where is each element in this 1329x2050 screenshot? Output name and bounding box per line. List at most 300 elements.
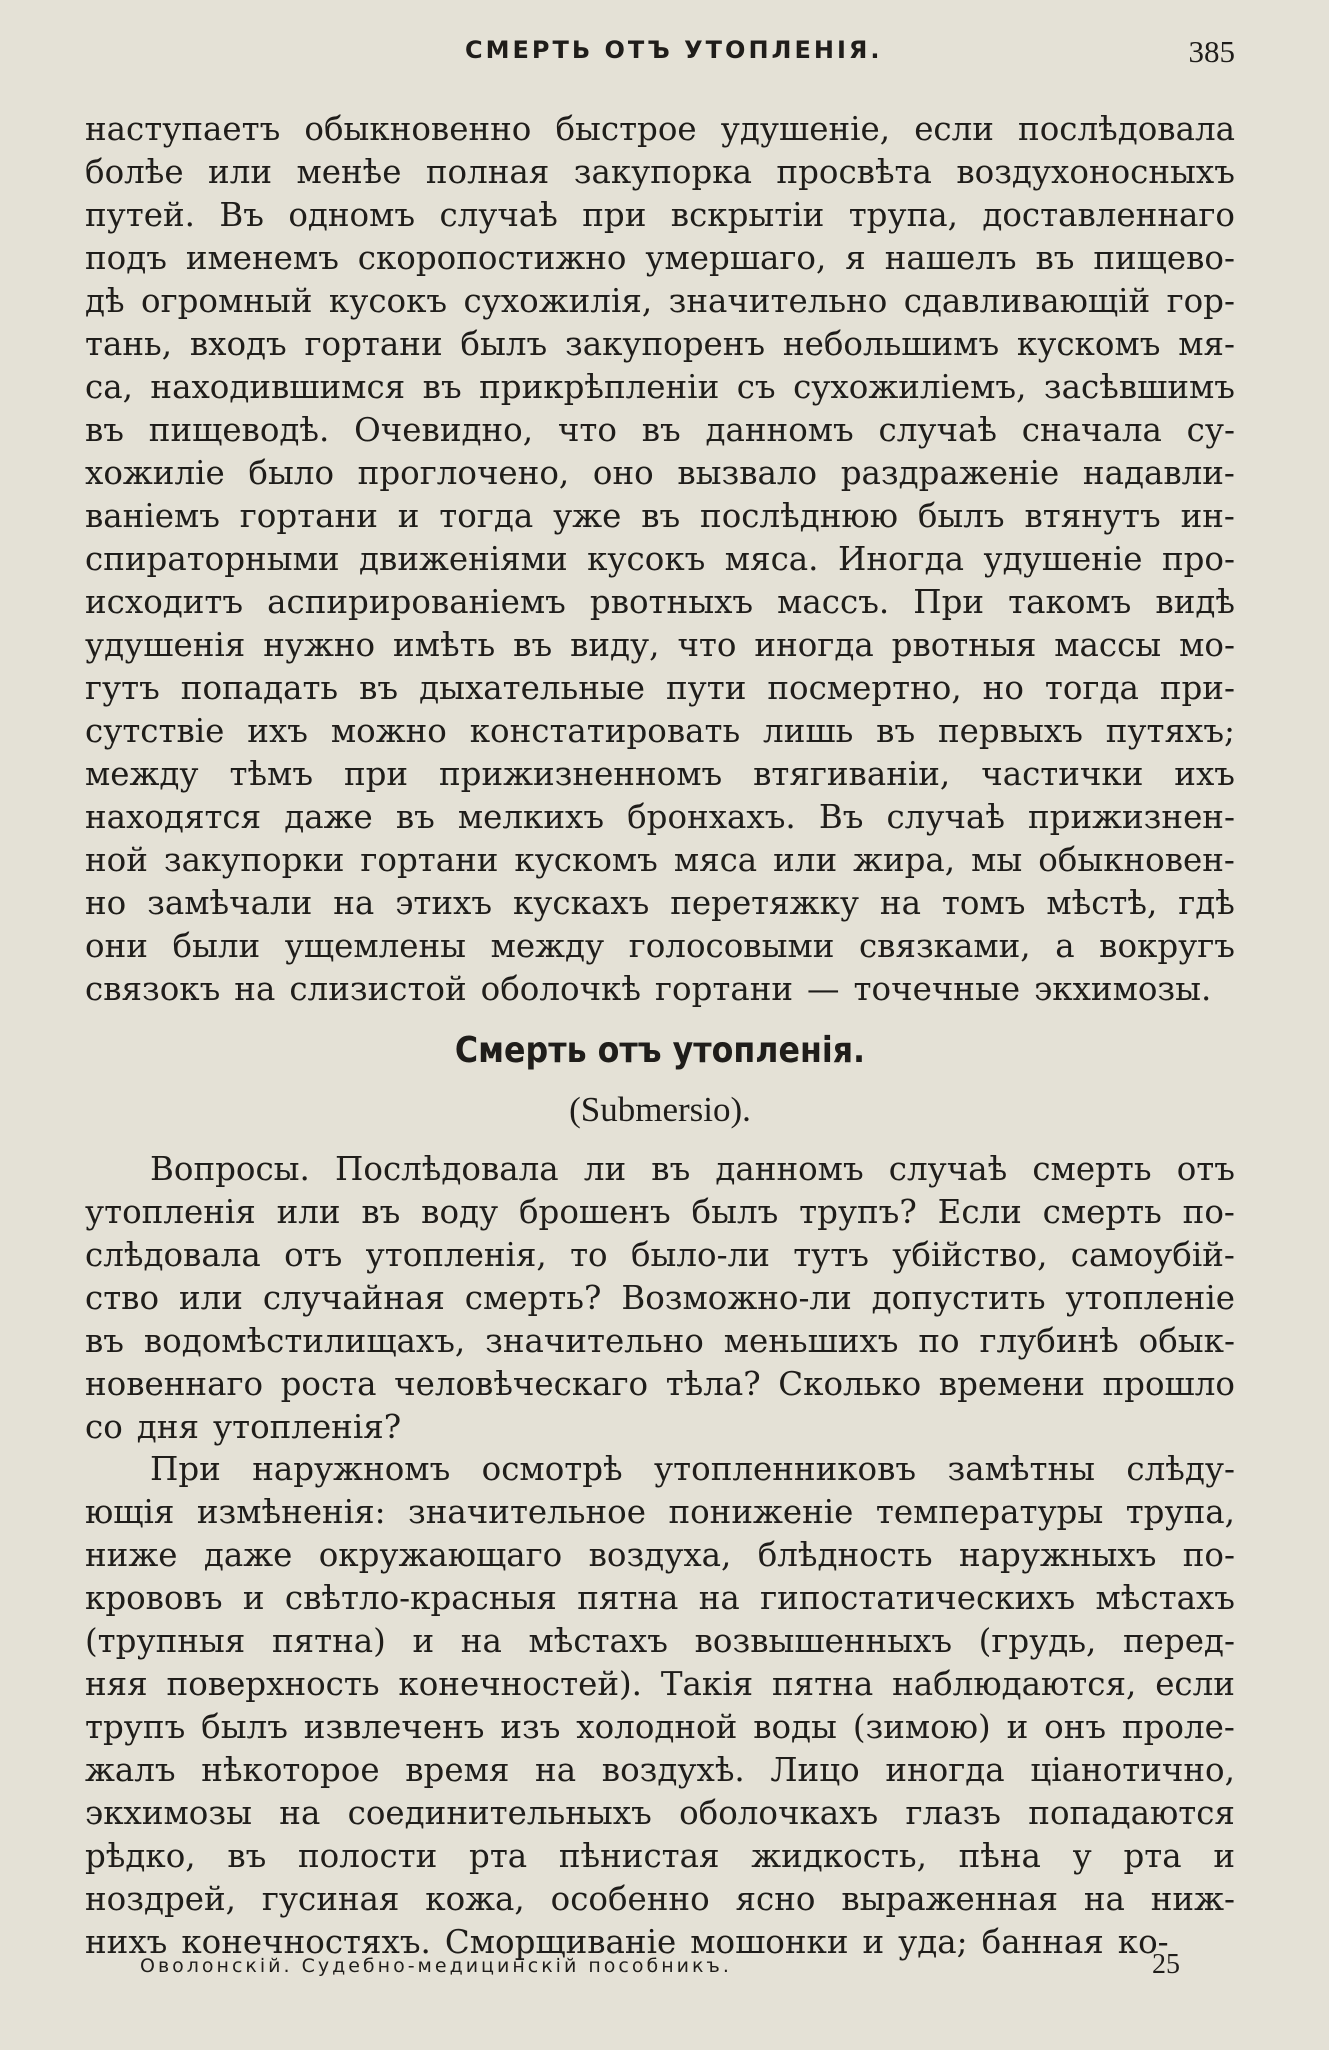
word: свѣтло-красныя — [284, 1579, 557, 1617]
text-line — [85, 1277, 1235, 1320]
word: утопленія? — [212, 1408, 402, 1446]
word: обыкновенно — [304, 110, 532, 148]
word: Сморщиваніе — [444, 1923, 677, 1961]
word: наступаетъ — [85, 110, 281, 148]
word: конечностяхъ. — [181, 1923, 431, 1961]
word: ин- — [1180, 497, 1235, 535]
word: на — [535, 1751, 577, 1789]
text-line — [85, 968, 1235, 1011]
word: хожиліе — [85, 454, 225, 492]
word: между — [490, 927, 605, 965]
word: гортани — [654, 970, 794, 1008]
text-line — [85, 839, 1235, 882]
word: въ — [651, 1150, 691, 1188]
word: что — [557, 411, 617, 449]
word: на — [234, 970, 276, 1008]
word: онъ — [1044, 1708, 1107, 1746]
word: виду, — [570, 626, 660, 664]
word: въ — [361, 1193, 401, 1231]
word: обык- — [1138, 1322, 1235, 1360]
word: слѣду- — [1126, 1450, 1235, 1488]
word: возвышенныхъ — [694, 1622, 953, 1660]
word: экхимозы — [85, 1794, 252, 1832]
word: пятна) — [271, 1622, 386, 1660]
text-line — [85, 538, 1235, 581]
word: жидкость, — [751, 1837, 927, 1875]
text-line — [85, 624, 1235, 667]
text-line — [85, 151, 1235, 194]
word: закупорка — [573, 153, 752, 191]
word: если — [914, 110, 994, 148]
word: утопленіе — [1065, 1279, 1235, 1317]
word: тѣмъ — [229, 755, 314, 793]
word: прикрѣпленіи — [479, 368, 720, 406]
text-line — [85, 1878, 1235, 1921]
word: утопленія — [85, 1193, 256, 1231]
word: удушеніе, — [720, 110, 891, 148]
word: тутъ — [793, 1236, 869, 1274]
word: уда; — [898, 1923, 968, 1961]
word: сухожиліемъ, — [793, 368, 1027, 406]
word: отъ — [1176, 1150, 1235, 1188]
running-title: СМЕРТЬ ОТЪ УТОПЛЕНІЯ. — [465, 36, 883, 64]
word: огромный — [141, 282, 313, 320]
word: поверхность — [166, 1665, 380, 1703]
word: пятна — [772, 1665, 874, 1703]
word: тѣла? — [665, 1365, 761, 1403]
word: и — [1213, 1837, 1235, 1875]
word: утопленія, — [365, 1236, 547, 1274]
signature-number: 25 — [1152, 1949, 1180, 1980]
word: Лицо — [770, 1751, 860, 1789]
page-footer — [140, 1949, 1180, 1995]
word: данномъ — [715, 1150, 864, 1188]
word: трупъ — [85, 1708, 186, 1746]
word: значительно — [668, 282, 888, 320]
word: слѣдовала — [85, 1236, 261, 1274]
word: по- — [1182, 1536, 1235, 1574]
word: кускомъ — [514, 841, 658, 879]
word: находятся — [85, 798, 262, 836]
word: случаѣ — [439, 196, 558, 234]
word: движеніями — [359, 540, 568, 578]
word: (трупныя — [85, 1622, 246, 1660]
word: были — [172, 927, 261, 965]
text-line — [85, 1320, 1235, 1363]
word: былъ — [460, 325, 548, 363]
word: гор- — [1166, 282, 1235, 320]
text-line — [85, 108, 1235, 151]
word: именемъ — [185, 239, 339, 277]
word: при — [343, 755, 409, 793]
word: ко- — [1117, 1923, 1169, 1961]
word: былъ — [201, 1708, 288, 1746]
word: гортани — [239, 497, 378, 535]
word: на — [279, 1794, 321, 1832]
word: ство — [85, 1279, 160, 1317]
word: сначала — [1021, 411, 1162, 449]
word: убійство, — [892, 1236, 1048, 1274]
text-line — [85, 796, 1235, 839]
word: Если — [937, 1193, 1022, 1231]
word: но — [982, 669, 1024, 707]
word: тогда — [439, 497, 534, 535]
word: просвѣта — [776, 153, 932, 191]
word: по — [918, 1322, 960, 1360]
word: окружающаго — [318, 1536, 563, 1574]
word: гдѣ — [1178, 884, 1235, 922]
word: или — [178, 1279, 243, 1317]
word: перетяжку — [670, 884, 859, 922]
word: на — [879, 884, 921, 922]
word: случаѣ — [888, 1150, 1008, 1188]
word: (грудь, — [978, 1622, 1097, 1660]
word: дѣ — [85, 282, 125, 320]
word: умершаго, — [645, 239, 827, 277]
word: воздухоносныхъ — [956, 153, 1235, 191]
text-line — [85, 581, 1235, 624]
word: въ — [359, 669, 399, 707]
word: изъ — [500, 1708, 561, 1746]
word: су- — [1186, 411, 1235, 449]
word: первыхъ — [938, 712, 1083, 750]
text-line — [85, 1706, 1235, 1749]
word: мелкихъ — [457, 798, 605, 836]
word: ниж- — [1150, 1880, 1235, 1918]
word: прижизнен- — [1028, 798, 1235, 836]
text-line — [85, 667, 1235, 710]
word: рта — [1123, 1837, 1182, 1875]
word: прошло — [1102, 1365, 1235, 1403]
word: человѣческаго — [394, 1365, 649, 1403]
word: дня — [136, 1408, 199, 1446]
word: (зимою) — [852, 1708, 991, 1746]
word: они — [85, 927, 148, 965]
word: прижизненномъ — [439, 755, 723, 793]
word: значительное — [408, 1493, 646, 1531]
word: небольшимъ — [782, 325, 1000, 363]
word: мы — [971, 841, 1023, 879]
word: наружномъ — [252, 1450, 451, 1488]
word: сухожилія, — [463, 282, 653, 320]
word: новеннаго — [85, 1365, 264, 1403]
word: констатировать — [469, 712, 741, 750]
word: въ — [876, 712, 916, 750]
word: лишь — [763, 712, 854, 750]
text-line — [85, 710, 1235, 753]
word: время — [405, 1751, 510, 1789]
text-line — [85, 1620, 1235, 1663]
text-line — [85, 1234, 1235, 1277]
word: ваніемъ — [85, 497, 220, 535]
word: или — [276, 1193, 341, 1231]
word: было-ли — [630, 1236, 770, 1274]
word: на — [460, 1622, 502, 1660]
word: перед- — [1123, 1622, 1235, 1660]
word: удушеніе — [983, 540, 1143, 578]
word: При — [913, 583, 985, 621]
word: конечностей). — [398, 1665, 642, 1703]
word: находившимся — [150, 368, 406, 406]
word: холодной — [576, 1708, 738, 1746]
word: Въ — [219, 196, 264, 234]
word: закупоренъ — [564, 325, 766, 363]
word: связокъ — [85, 970, 221, 1008]
word: кускахъ — [512, 884, 650, 922]
word: пищеводѣ. — [148, 411, 330, 449]
word: рѣдко, — [85, 1837, 196, 1875]
page-header — [85, 36, 1235, 76]
word: одномъ — [288, 196, 416, 234]
word: я — [845, 239, 866, 277]
word: глазъ — [905, 1794, 1001, 1832]
word: значительно — [485, 1322, 704, 1360]
word: закупорки — [163, 841, 345, 879]
word: ясно — [735, 1880, 816, 1918]
word: меньшихъ — [723, 1322, 899, 1360]
word: между — [85, 755, 199, 793]
text-line — [85, 1363, 1235, 1406]
word: дыхательные — [419, 669, 645, 707]
word: иногда — [754, 626, 874, 664]
word: вызвало — [677, 454, 818, 492]
word: этихъ — [395, 884, 493, 922]
word: глубинѣ — [979, 1322, 1119, 1360]
word: пониженіе — [668, 1493, 854, 1531]
text-line — [85, 1448, 1235, 1491]
word: ущемлены — [284, 927, 467, 965]
word: блѣдность — [757, 1536, 933, 1574]
word: сдавливающій — [903, 282, 1151, 320]
word: проле- — [1121, 1708, 1235, 1746]
word: путяхъ; — [1105, 712, 1235, 750]
text-line — [85, 280, 1235, 323]
word: Послѣдовала — [335, 1150, 559, 1188]
word: извлеченъ — [303, 1708, 485, 1746]
word: на — [1083, 1880, 1125, 1918]
word: Такія — [660, 1665, 754, 1703]
section-heading: Смерть отъ утопленія. — [454, 1030, 866, 1071]
word: пѣна — [958, 1837, 1041, 1875]
word: тогда — [1044, 669, 1139, 707]
word: водомѣстилищахъ, — [143, 1322, 466, 1360]
text-line — [85, 925, 1235, 968]
word: кусокъ — [328, 282, 448, 320]
text-line — [85, 1406, 1235, 1449]
word: по- — [1182, 1193, 1235, 1231]
word: и — [862, 1923, 885, 1961]
word: кускомъ — [1016, 325, 1161, 363]
word: съ — [736, 368, 776, 406]
word: массы — [1054, 626, 1162, 664]
word: пути — [665, 669, 747, 707]
word: банная — [981, 1923, 1104, 1961]
word: замѣтны — [947, 1450, 1095, 1488]
text-line — [85, 452, 1235, 495]
text-line — [85, 1663, 1235, 1706]
word: выраженная — [841, 1880, 1058, 1918]
word: — — [807, 970, 840, 1008]
word: мо- — [1179, 626, 1235, 664]
word: проглочено, — [357, 454, 570, 492]
word: рвотныя — [891, 626, 1037, 664]
footer-book-title: Оволонскій. Судебно-медицинскій пособникъ. — [140, 1955, 732, 1977]
word: оно — [592, 454, 654, 492]
word: полости — [298, 1837, 438, 1875]
word: Возможно-ли — [621, 1279, 852, 1317]
word: менѣе — [296, 153, 402, 191]
word: мошонки — [690, 1923, 849, 1961]
word: случаѣ — [886, 798, 1005, 836]
word: скоропостижно — [357, 239, 627, 277]
word: температуры — [875, 1493, 1104, 1531]
word: Въ — [818, 798, 864, 836]
word: при — [582, 196, 647, 234]
word: Вопросы. — [150, 1150, 310, 1188]
text-line — [85, 323, 1235, 366]
word: слизистой — [289, 970, 467, 1008]
word: пищево- — [1093, 239, 1235, 277]
word: въ — [395, 798, 435, 836]
word: Иногда — [837, 540, 964, 578]
word: аспирированіемъ — [267, 583, 566, 621]
word: нихъ — [85, 1923, 168, 1961]
word: рта — [469, 1837, 528, 1875]
word: иногда — [885, 1751, 1005, 1789]
word: ноздрей, — [85, 1880, 236, 1918]
word: такомъ — [1008, 583, 1132, 621]
word: экхимозы. — [1034, 970, 1212, 1008]
word: отъ — [284, 1236, 343, 1274]
word: Очевидно, — [354, 411, 534, 449]
word: смерть? — [464, 1279, 602, 1317]
word: но — [85, 884, 127, 922]
word: наблюдаются, — [892, 1665, 1137, 1703]
word: исходитъ — [85, 583, 244, 621]
word: нужно — [263, 626, 376, 664]
word: ціанотично, — [1030, 1751, 1235, 1789]
word: въ — [1035, 239, 1075, 277]
word: послѣдовала — [1018, 110, 1235, 148]
word: ихъ — [247, 712, 308, 750]
paragraph-questions — [85, 1148, 1235, 1449]
word: при- — [1159, 669, 1235, 707]
word: допустить — [871, 1279, 1046, 1317]
word: раздраженіе — [840, 454, 1060, 492]
word: времени — [938, 1365, 1085, 1403]
word: если — [1155, 1665, 1235, 1703]
word: обыкновен- — [1038, 841, 1235, 879]
word: засѣвшимъ — [1043, 368, 1235, 406]
word: связками, — [858, 927, 1031, 965]
word: то — [570, 1236, 608, 1274]
text-line — [85, 1191, 1235, 1234]
word: тань, — [85, 325, 173, 363]
word: гусиная — [261, 1880, 400, 1918]
word: бронхахъ. — [627, 798, 796, 836]
word: мяса. — [724, 540, 819, 578]
word: подъ — [85, 239, 167, 277]
word: смерть — [1032, 1150, 1152, 1188]
word: про- — [1161, 540, 1235, 578]
word: мѣстѣ, — [1046, 884, 1158, 922]
word: воздуха, — [588, 1536, 732, 1574]
word: измѣненія: — [196, 1493, 386, 1531]
word: послѣднюю — [700, 497, 898, 535]
word: смерть — [1042, 1193, 1162, 1231]
word: пѣнистая — [558, 1837, 720, 1875]
word: точечные — [853, 970, 1021, 1008]
word: въ — [641, 497, 681, 535]
word: соединительныхъ — [347, 1794, 652, 1832]
text-line — [85, 237, 1235, 280]
word: что — [677, 626, 737, 664]
word: жира, — [853, 841, 956, 879]
word: оболочкахъ — [679, 1794, 879, 1832]
word: втягиваніи, — [753, 755, 951, 793]
text-line — [85, 882, 1235, 925]
text-line — [85, 1148, 1235, 1191]
word: особенно — [550, 1880, 710, 1918]
word: кусокъ — [587, 540, 706, 578]
word: са, — [85, 368, 133, 406]
word: или — [208, 153, 273, 191]
paragraph-external-examination — [85, 1448, 1235, 1964]
word: попадать — [180, 669, 339, 707]
word: няя — [85, 1665, 148, 1703]
word: нѣкоторое — [201, 1751, 380, 1789]
word: мя- — [1178, 325, 1235, 363]
word: въ — [85, 411, 124, 449]
section-subheading: (Submersio). — [569, 1090, 751, 1129]
word: у — [1072, 1837, 1092, 1875]
text-line — [85, 753, 1235, 796]
word: кожа, — [425, 1880, 525, 1918]
word: случайная — [262, 1279, 445, 1317]
word: имѣть — [393, 626, 496, 664]
word: оболочкѣ — [480, 970, 641, 1008]
word: спираторными — [85, 540, 340, 578]
word: и — [397, 497, 420, 535]
word: видѣ — [1155, 583, 1235, 621]
word: удушенія — [85, 626, 246, 664]
word: попадаются — [1028, 1794, 1235, 1832]
word: былъ — [917, 497, 1005, 535]
text-line — [85, 409, 1235, 452]
word: трупа, — [1125, 1493, 1235, 1531]
word: можно — [330, 712, 447, 750]
word: въ — [641, 411, 681, 449]
word: сутствіе — [85, 712, 225, 750]
word: роста — [280, 1365, 377, 1403]
text-line — [85, 1835, 1235, 1878]
word: воздухѣ. — [601, 1751, 745, 1789]
word: и — [1006, 1708, 1029, 1746]
word: воды — [753, 1708, 837, 1746]
word: былъ — [691, 1193, 779, 1231]
word: посмертно, — [767, 669, 962, 707]
word: данномъ — [705, 411, 854, 449]
word: трупа, — [848, 196, 958, 234]
word: вскрытіи — [670, 196, 825, 234]
word: втянутъ — [1024, 497, 1161, 535]
text-line — [85, 1491, 1235, 1534]
page-number: 385 — [1188, 34, 1235, 69]
word: томъ — [941, 884, 1026, 922]
word: мѣстахъ — [528, 1622, 668, 1660]
word: вокругъ — [1099, 927, 1235, 965]
word: полная — [425, 153, 550, 191]
